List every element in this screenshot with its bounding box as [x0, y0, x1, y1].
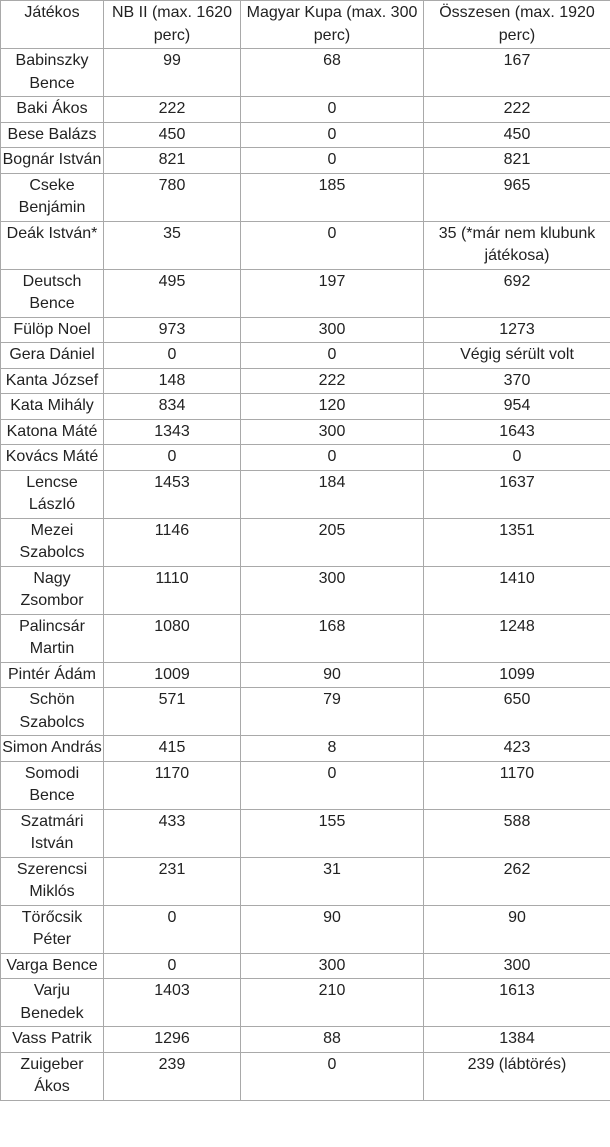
total-minutes-cell: 370	[424, 368, 610, 394]
nb2-minutes-cell: 973	[104, 317, 241, 343]
cup-minutes-cell: 88	[241, 1027, 424, 1053]
total-minutes-cell: 300	[424, 953, 610, 979]
table-row	[1, 419, 610, 445]
player-name-cell: Fülöp Noel	[1, 317, 104, 343]
nb2-minutes-cell: 231	[104, 857, 241, 905]
total-minutes-cell: Végig sérült volt	[424, 343, 610, 369]
cup-minutes-cell: 184	[241, 470, 424, 518]
player-name-cell: Szerencsi Miklós	[1, 857, 104, 905]
column-header-cup: Magyar Kupa (max. 300 perc)	[241, 1, 424, 49]
table-row	[1, 173, 610, 221]
player-name-cell: Mezei Szabolcs	[1, 518, 104, 566]
table-row	[1, 736, 610, 762]
player-name-cell: Gera Dániel	[1, 343, 104, 369]
table-row	[1, 1052, 610, 1100]
total-minutes-cell: 222	[424, 97, 610, 123]
player-name-cell: Lencse László	[1, 470, 104, 518]
total-minutes-cell: 1351	[424, 518, 610, 566]
table-row	[1, 221, 610, 269]
table-row	[1, 905, 610, 953]
column-header-player: Játékos	[1, 1, 104, 49]
nb2-minutes-cell: 821	[104, 148, 241, 174]
column-header-nb2: NB II (max. 1620 perc)	[104, 1, 241, 49]
cup-minutes-cell: 300	[241, 566, 424, 614]
player-name-cell: Kovács Máté	[1, 445, 104, 471]
table-row	[1, 368, 610, 394]
cup-minutes-cell: 155	[241, 809, 424, 857]
nb2-minutes-cell: 415	[104, 736, 241, 762]
cup-minutes-cell: 168	[241, 614, 424, 662]
total-minutes-cell: 1384	[424, 1027, 610, 1053]
total-minutes-cell: 90	[424, 905, 610, 953]
player-name-cell: Simon András	[1, 736, 104, 762]
cup-minutes-cell: 0	[241, 221, 424, 269]
table-row	[1, 566, 610, 614]
player-name-cell: Kanta József	[1, 368, 104, 394]
cup-minutes-cell: 210	[241, 979, 424, 1027]
cup-minutes-cell: 197	[241, 269, 424, 317]
column-header-total: Összesen (max. 1920 perc)	[424, 1, 610, 49]
table-row	[1, 761, 610, 809]
cup-minutes-cell: 205	[241, 518, 424, 566]
nb2-minutes-cell: 239	[104, 1052, 241, 1100]
cup-minutes-cell: 120	[241, 394, 424, 420]
total-minutes-cell: 423	[424, 736, 610, 762]
cup-minutes-cell: 90	[241, 905, 424, 953]
table-row	[1, 470, 610, 518]
nb2-minutes-cell: 0	[104, 343, 241, 369]
nb2-minutes-cell: 433	[104, 809, 241, 857]
player-name-cell: Pintér Ádám	[1, 662, 104, 688]
nb2-minutes-cell: 1296	[104, 1027, 241, 1053]
cup-minutes-cell: 8	[241, 736, 424, 762]
nb2-minutes-cell: 0	[104, 905, 241, 953]
table-row	[1, 518, 610, 566]
nb2-minutes-cell: 1170	[104, 761, 241, 809]
cup-minutes-cell: 68	[241, 49, 424, 97]
nb2-minutes-cell: 1343	[104, 419, 241, 445]
nb2-minutes-cell: 1453	[104, 470, 241, 518]
nb2-minutes-cell: 148	[104, 368, 241, 394]
nb2-minutes-cell: 1146	[104, 518, 241, 566]
total-minutes-cell: 954	[424, 394, 610, 420]
table-row	[1, 1027, 610, 1053]
cup-minutes-cell: 300	[241, 419, 424, 445]
table-row	[1, 343, 610, 369]
player-name-cell: Törőcsik Péter	[1, 905, 104, 953]
player-name-cell: Somodi Bence	[1, 761, 104, 809]
total-minutes-cell: 450	[424, 122, 610, 148]
table-row	[1, 269, 610, 317]
player-name-cell: Bognár István	[1, 148, 104, 174]
nb2-minutes-cell: 99	[104, 49, 241, 97]
nb2-minutes-cell: 1080	[104, 614, 241, 662]
total-minutes-cell: 1248	[424, 614, 610, 662]
table-row	[1, 953, 610, 979]
table-row	[1, 97, 610, 123]
table-row	[1, 394, 610, 420]
player-name-cell: Deutsch Bence	[1, 269, 104, 317]
table-row	[1, 49, 610, 97]
total-minutes-cell: 1637	[424, 470, 610, 518]
table-row	[1, 857, 610, 905]
total-minutes-cell: 1613	[424, 979, 610, 1027]
table-body	[1, 49, 610, 1101]
cup-minutes-cell: 90	[241, 662, 424, 688]
table-row	[1, 445, 610, 471]
cup-minutes-cell: 0	[241, 445, 424, 471]
nb2-minutes-cell: 0	[104, 953, 241, 979]
nb2-minutes-cell: 571	[104, 688, 241, 736]
table-row	[1, 688, 610, 736]
player-name-cell: Varju Benedek	[1, 979, 104, 1027]
table-row	[1, 614, 610, 662]
nb2-minutes-cell: 834	[104, 394, 241, 420]
nb2-minutes-cell: 1009	[104, 662, 241, 688]
total-minutes-cell: 588	[424, 809, 610, 857]
cup-minutes-cell: 0	[241, 1052, 424, 1100]
cup-minutes-cell: 300	[241, 953, 424, 979]
nb2-minutes-cell: 1110	[104, 566, 241, 614]
cup-minutes-cell: 185	[241, 173, 424, 221]
total-minutes-cell: 1099	[424, 662, 610, 688]
nb2-minutes-cell: 450	[104, 122, 241, 148]
total-minutes-cell: 35 (*már nem klubunk játékosa)	[424, 221, 610, 269]
nb2-minutes-cell: 1403	[104, 979, 241, 1027]
cup-minutes-cell: 0	[241, 122, 424, 148]
player-name-cell: Palincsár Martin	[1, 614, 104, 662]
total-minutes-cell: 692	[424, 269, 610, 317]
player-name-cell: Schön Szabolcs	[1, 688, 104, 736]
cup-minutes-cell: 300	[241, 317, 424, 343]
total-minutes-cell: 1643	[424, 419, 610, 445]
total-minutes-cell: 167	[424, 49, 610, 97]
player-name-cell: Baki Ákos	[1, 97, 104, 123]
cup-minutes-cell: 0	[241, 343, 424, 369]
table-row	[1, 662, 610, 688]
cup-minutes-cell: 0	[241, 148, 424, 174]
nb2-minutes-cell: 222	[104, 97, 241, 123]
player-name-cell: Zuigeber Ákos	[1, 1052, 104, 1100]
cup-minutes-cell: 222	[241, 368, 424, 394]
player-name-cell: Szatmári István	[1, 809, 104, 857]
cup-minutes-cell: 0	[241, 97, 424, 123]
table-row	[1, 317, 610, 343]
cup-minutes-cell: 31	[241, 857, 424, 905]
player-name-cell: Babinszky Bence	[1, 49, 104, 97]
cup-minutes-cell: 79	[241, 688, 424, 736]
total-minutes-cell: 1170	[424, 761, 610, 809]
nb2-minutes-cell: 35	[104, 221, 241, 269]
total-minutes-cell: 821	[424, 148, 610, 174]
player-name-cell: Nagy Zsombor	[1, 566, 104, 614]
player-name-cell: Katona Máté	[1, 419, 104, 445]
total-minutes-cell: 239 (lábtörés)	[424, 1052, 610, 1100]
table-row	[1, 979, 610, 1027]
total-minutes-cell: 262	[424, 857, 610, 905]
player-name-cell: Varga Bence	[1, 953, 104, 979]
total-minutes-cell: 1273	[424, 317, 610, 343]
player-name-cell: Vass Patrik	[1, 1027, 104, 1053]
table-row	[1, 122, 610, 148]
cup-minutes-cell: 0	[241, 761, 424, 809]
total-minutes-cell: 1410	[424, 566, 610, 614]
header-row	[1, 1, 610, 49]
player-name-cell: Deák István*	[1, 221, 104, 269]
total-minutes-cell: 650	[424, 688, 610, 736]
player-name-cell: Kata Mihály	[1, 394, 104, 420]
table-row	[1, 148, 610, 174]
nb2-minutes-cell: 0	[104, 445, 241, 471]
total-minutes-cell: 965	[424, 173, 610, 221]
table-row	[1, 809, 610, 857]
nb2-minutes-cell: 495	[104, 269, 241, 317]
total-minutes-cell: 0	[424, 445, 610, 471]
player-name-cell: Cseke Benjámin	[1, 173, 104, 221]
nb2-minutes-cell: 780	[104, 173, 241, 221]
player-name-cell: Bese Balázs	[1, 122, 104, 148]
